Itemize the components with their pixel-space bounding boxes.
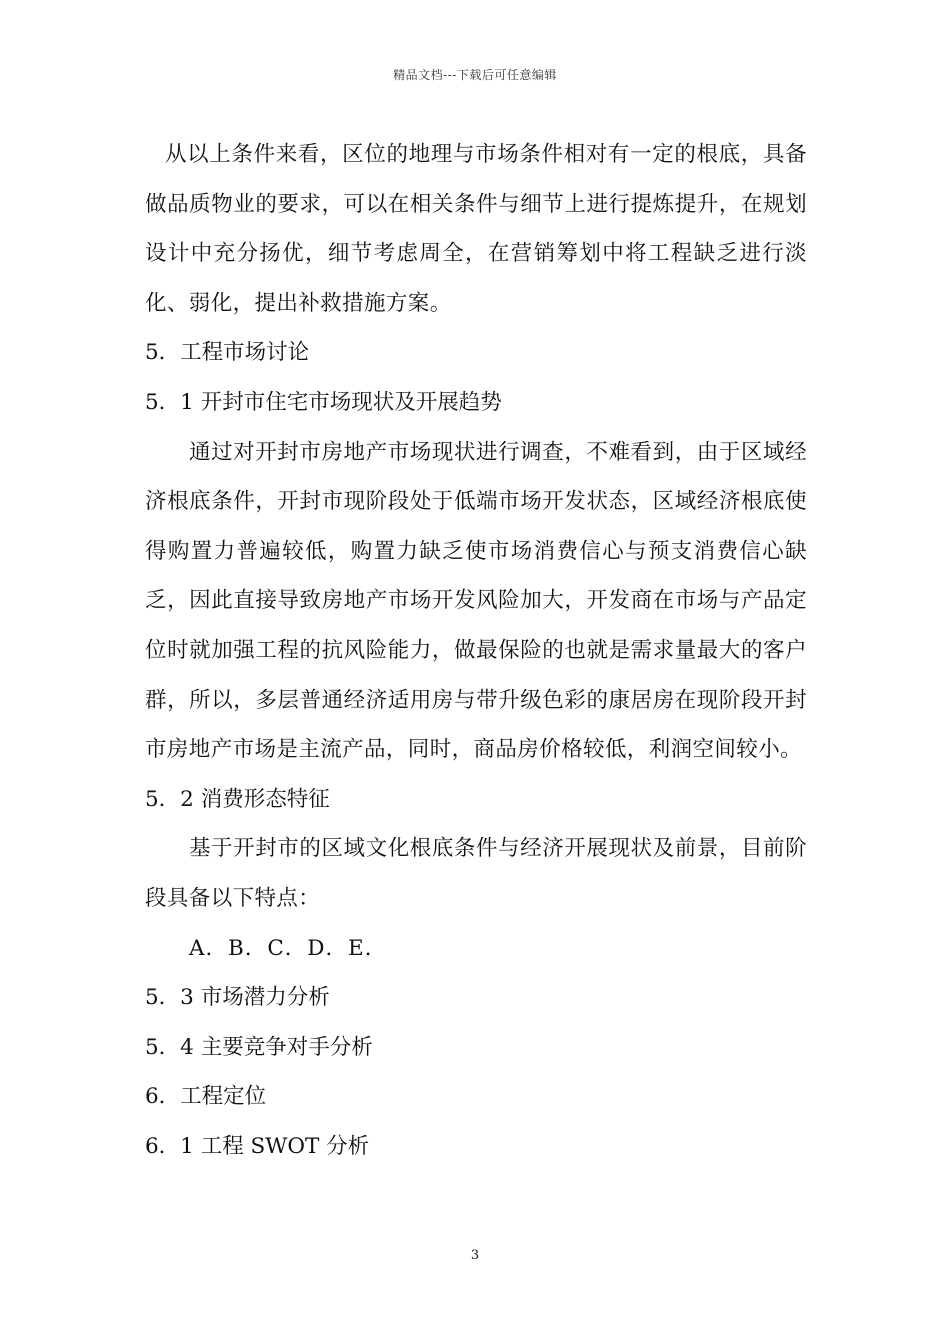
paragraph-consumption-features: 基于开封市的区域文化根底条件与经济开展现状及前景，目前阶段具备以下特点： <box>145 836 807 911</box>
section-heading-5-2: 5．2 消费形态特征 <box>145 786 330 812</box>
section-heading-5: 5．工程市场讨论 <box>145 340 310 366</box>
page-header: 精品文档---下载后可任意编辑 <box>393 68 557 82</box>
section-heading-5-3: 5．3 市场潜力分析 <box>145 985 330 1011</box>
paragraph-market-status: 通过对开封市房地产市场现状进行调查，不难看到，由于区域经济根底条件，开封市现阶段处于低端市场开发状态，区域经济根底使得购置力普遍较低，购置力缺乏使市场消费信心与预支消费信心缺乏，因此直接导致房地产市场开发风险加大，开发商在市场与产品定位时就加强工程的抗风险能力，做最保险的也就是需求量最大的客户群，所以，多层普通经济适用房与带升级色彩的康居房在现阶段开封市房地产市场是主流产品，同时，商品房价格较低，利润空间较小。 <box>145 439 807 763</box>
section-heading-5-1: 5．1 开封市住宅市场现状及开展趋势 <box>145 389 502 415</box>
section-heading-6-1: 6．1 工程 SWOT 分析 <box>145 1133 370 1159</box>
section-heading-5-4: 5．4 主要竞争对手分析 <box>145 1034 373 1060</box>
page-number: 3 <box>470 1248 480 1263</box>
paragraph-location-summary: 从以上条件来看，区位的地理与市场条件相对有一定的根底，具备做品质物业的要求，可以在相关条件与细节上进行提炼提升，在规划设计中充分扬优，细节考虑周全，在营销筹划中将工程缺乏进行淡化、弱化，提出补救措施方案。 <box>145 142 807 316</box>
section-heading-6: 6．工程定位 <box>145 1084 267 1110</box>
document-body <box>145 130 807 1171</box>
feature-list: A．B．C．D．E． <box>189 935 388 961</box>
